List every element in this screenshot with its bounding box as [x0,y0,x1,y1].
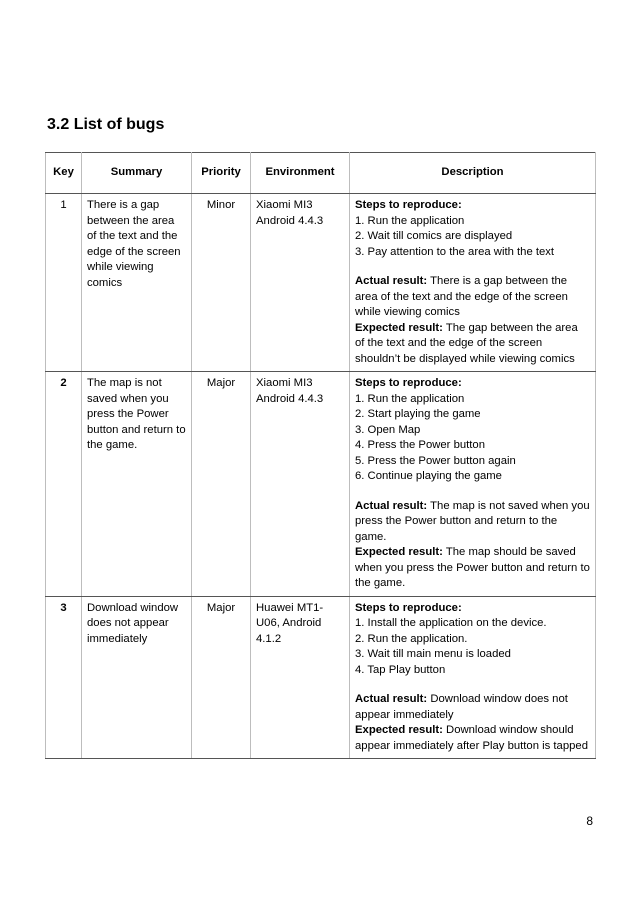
table-header-row [46,153,596,194]
step-item: 2. Run the application. [355,632,468,645]
column-header-key: Key [46,153,82,194]
expected-result [355,321,590,368]
bug-description [350,372,596,597]
bug-priority: Major [192,596,251,759]
table-row [46,372,596,597]
step-item: 4. Press the Power button [355,439,485,451]
bug-environment [251,596,350,759]
bug-description [350,194,596,372]
expected-text: Download window should appear immediately after Play button is tapped [355,724,588,752]
environment-line: Huawei MT1-U06, Android 4.1.2 [256,601,324,645]
bug-summary: There is a gap between the area of the text and the edge of the screen while viewing comics [82,194,192,372]
expected-text: The map should be saved when you press the Power button and return to the game. [355,546,590,589]
bug-key: 1 [46,194,82,372]
actual-text: There is a gap between the area of the text and the edge of the screen while viewing comics [355,275,568,318]
steps-label: Steps to reproduce: [355,377,462,389]
expected-text: The gap between the area of the text and the edge of the screen shouldn’t be displayed while viewing comics [355,321,578,365]
table-row [46,194,596,372]
bug-environment [251,372,350,597]
step-item: 4. Tap Play button [355,663,446,676]
environment-line: Xiaomi MI3 [256,377,313,389]
steps-label: Steps to reproduce: [355,601,462,614]
step-item: 3. Wait till main menu is loaded [355,648,511,660]
step-item: 1. Run the application [355,214,465,227]
actual-label: Actual result: [355,275,428,287]
environment-line: Android 4.4.3 [256,214,324,227]
section-title: 3.2 List of bugs [47,116,165,133]
environment-line: Android 4.4.3 [256,392,324,405]
bug-key: 3 [46,596,82,759]
step-item: 1. Install the application on the device. [355,617,547,629]
step-item: 2. Start playing the game [355,408,481,420]
bug-environment [251,194,350,372]
actual-result [355,499,590,546]
actual-result [355,692,590,723]
actual-text: The map is not saved when you press the Power button and return to the game. [355,499,590,543]
bug-summary: The map is not saved when you press the Power button and return to the game. [82,372,192,597]
bug-priority: Minor [192,194,251,372]
page-number: 8 [586,814,593,828]
column-header-environment: Environment [251,153,350,194]
actual-text: Download window does not appear immediately [355,693,568,721]
actual-label: Actual result: [355,499,428,512]
actual-label: Actual result: [355,693,428,705]
actual-result [355,274,590,321]
expected-result [355,545,590,592]
bugs-table [45,152,596,759]
environment-line: Xiaomi MI3 [256,199,313,211]
table-row [46,596,596,759]
step-item: 3. Open Map [355,423,421,436]
bug-priority: Major [192,372,251,597]
step-item: 6. Continue playing the game [355,470,502,482]
expected-label: Expected result: [355,546,443,558]
expected-result [355,723,590,754]
step-item: 5. Press the Power button again [355,454,516,467]
column-header-summary: Summary [82,153,192,194]
steps-label: Steps to reproduce: [355,199,462,211]
expected-label: Expected result: [355,724,443,736]
column-header-priority: Priority [192,153,251,194]
bug-key: 2 [46,372,82,597]
bug-summary: Download window does not appear immediately [82,596,192,759]
step-item: 1. Run the application [355,392,465,405]
expected-label: Expected result: [355,321,443,334]
bug-description [350,596,596,759]
column-header-description: Description [350,153,596,194]
step-item: 3. Pay attention to the area with the text [355,245,555,258]
step-item: 2. Wait till comics are displayed [355,230,513,242]
